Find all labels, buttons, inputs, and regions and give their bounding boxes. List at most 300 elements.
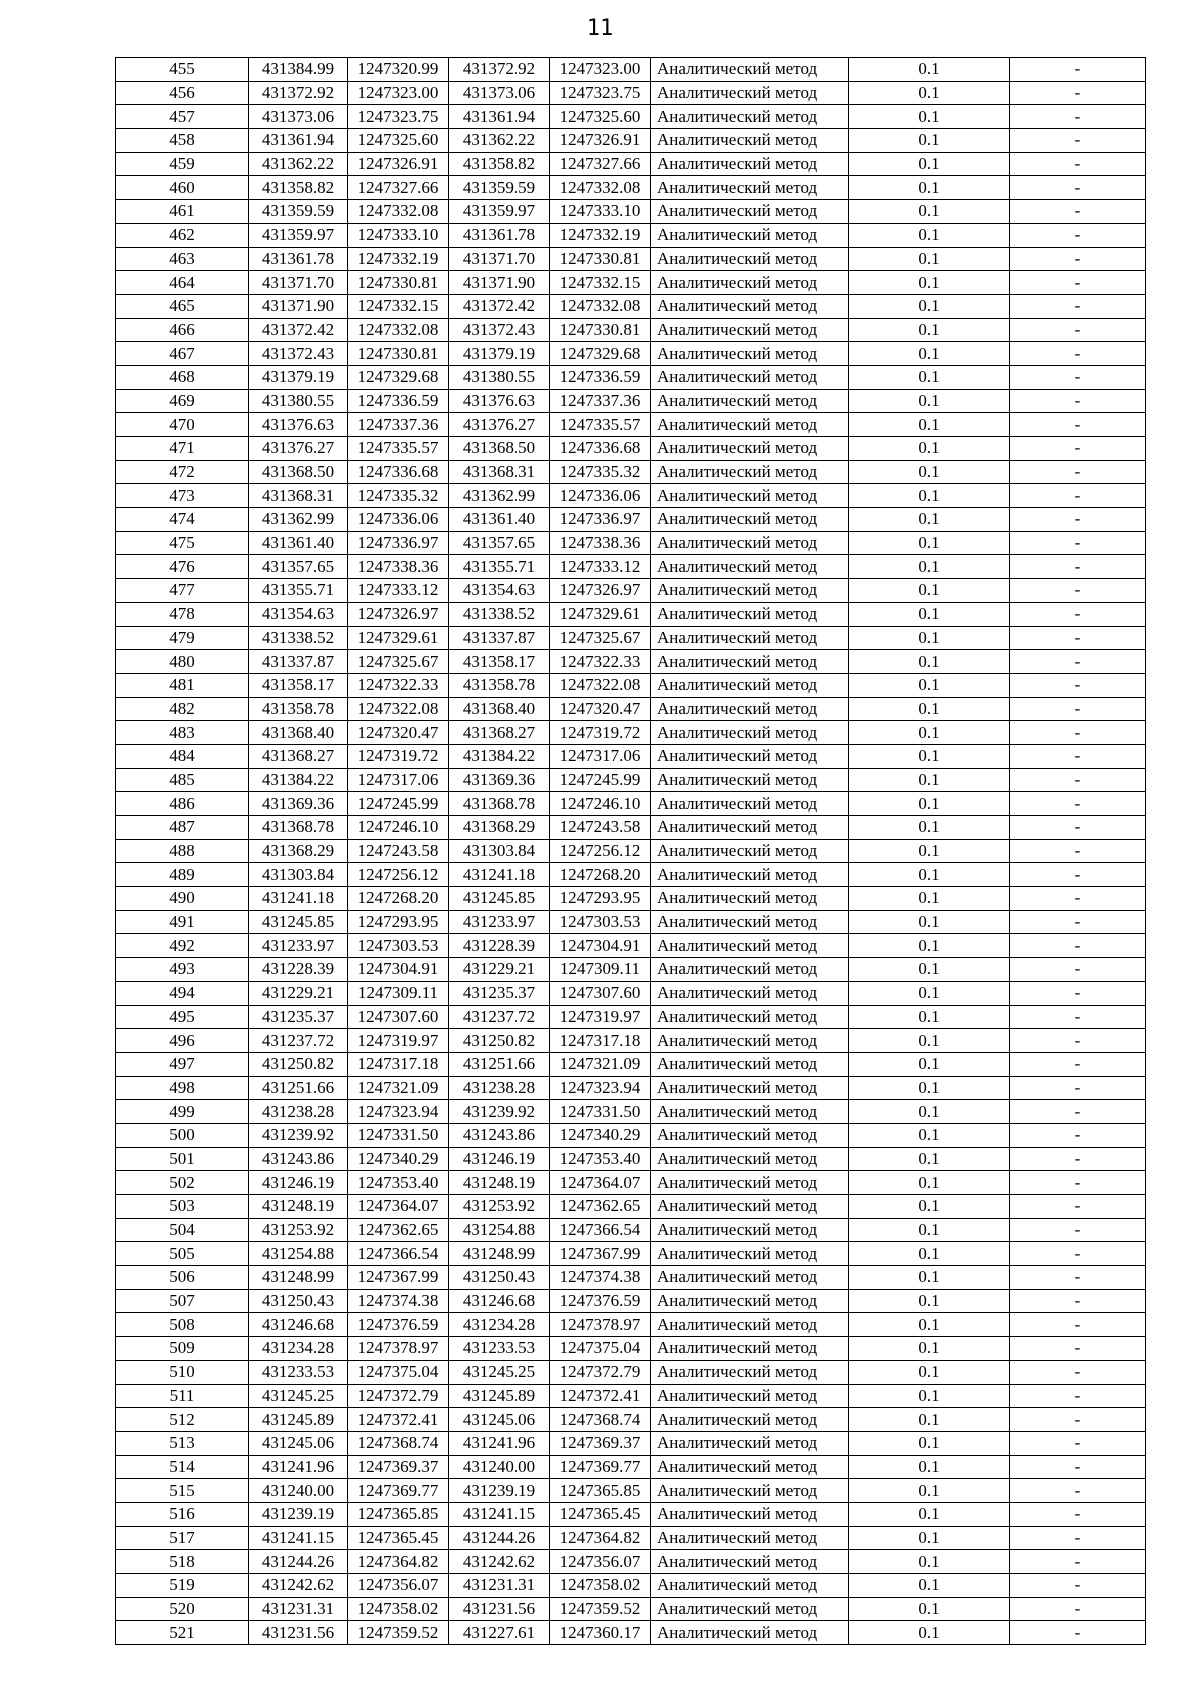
- point-number-cell: 465: [116, 294, 249, 318]
- table-row: [116, 342, 1146, 366]
- method-cell: Аналитический метод: [651, 1526, 849, 1550]
- y-start-cell: 1247332.08: [348, 318, 449, 342]
- accuracy-cell: 0.1: [849, 1621, 1010, 1645]
- note-cell: -: [1010, 365, 1146, 389]
- point-number-cell: 466: [116, 318, 249, 342]
- x-start-cell: 431359.59: [249, 200, 348, 224]
- point-number-cell: 462: [116, 223, 249, 247]
- note-cell: -: [1010, 1550, 1146, 1574]
- x-end-cell: 431359.59: [449, 176, 550, 200]
- point-number-cell: 506: [116, 1266, 249, 1290]
- method-cell: Аналитический метод: [651, 1408, 849, 1432]
- method-cell: Аналитический метод: [651, 1171, 849, 1195]
- y-start-cell: 1247243.58: [348, 839, 449, 863]
- accuracy-cell: 0.1: [849, 58, 1010, 82]
- y-start-cell: 1247323.75: [348, 105, 449, 129]
- point-number-cell: 511: [116, 1384, 249, 1408]
- y-end-cell: 1247322.08: [550, 673, 651, 697]
- table-row: [116, 318, 1146, 342]
- y-end-cell: 1247340.29: [550, 1123, 651, 1147]
- note-cell: -: [1010, 1597, 1146, 1621]
- note-cell: -: [1010, 342, 1146, 366]
- x-start-cell: 431241.18: [249, 887, 348, 911]
- y-end-cell: 1247329.68: [550, 342, 651, 366]
- point-number-cell: 467: [116, 342, 249, 366]
- accuracy-cell: 0.1: [849, 910, 1010, 934]
- x-start-cell: 431361.40: [249, 531, 348, 555]
- y-end-cell: 1247303.53: [550, 910, 651, 934]
- table-row: [116, 816, 1146, 840]
- x-end-cell: 431228.39: [449, 934, 550, 958]
- y-start-cell: 1247323.94: [348, 1100, 449, 1124]
- note-cell: -: [1010, 697, 1146, 721]
- x-start-cell: 431250.82: [249, 1052, 348, 1076]
- point-number-cell: 499: [116, 1100, 249, 1124]
- note-cell: -: [1010, 1384, 1146, 1408]
- table-row: [116, 1218, 1146, 1242]
- y-end-cell: 1247369.77: [550, 1455, 651, 1479]
- x-end-cell: 431231.31: [449, 1574, 550, 1598]
- point-number-cell: 520: [116, 1597, 249, 1621]
- table-row: [116, 555, 1146, 579]
- y-start-cell: 1247332.08: [348, 200, 449, 224]
- y-end-cell: 1247319.72: [550, 721, 651, 745]
- method-cell: Аналитический метод: [651, 460, 849, 484]
- accuracy-cell: 0.1: [849, 934, 1010, 958]
- note-cell: -: [1010, 981, 1146, 1005]
- method-cell: Аналитический метод: [651, 1621, 849, 1645]
- method-cell: Аналитический метод: [651, 413, 849, 437]
- y-end-cell: 1247372.41: [550, 1384, 651, 1408]
- table-row: [116, 365, 1146, 389]
- x-start-cell: 431246.19: [249, 1171, 348, 1195]
- accuracy-cell: 0.1: [849, 697, 1010, 721]
- table-row: [116, 1100, 1146, 1124]
- table-row: [116, 176, 1146, 200]
- point-number-cell: 512: [116, 1408, 249, 1432]
- accuracy-cell: 0.1: [849, 223, 1010, 247]
- x-start-cell: 431361.78: [249, 247, 348, 271]
- accuracy-cell: 0.1: [849, 1550, 1010, 1574]
- table-row: [116, 152, 1146, 176]
- y-start-cell: 1247333.10: [348, 223, 449, 247]
- point-number-cell: 518: [116, 1550, 249, 1574]
- accuracy-cell: 0.1: [849, 1123, 1010, 1147]
- note-cell: -: [1010, 1171, 1146, 1195]
- table-row: [116, 81, 1146, 105]
- accuracy-cell: 0.1: [849, 129, 1010, 153]
- method-cell: Аналитический метод: [651, 1100, 849, 1124]
- y-end-cell: 1247331.50: [550, 1100, 651, 1124]
- y-start-cell: 1247367.99: [348, 1266, 449, 1290]
- table-row: [116, 1195, 1146, 1219]
- point-number-cell: 487: [116, 816, 249, 840]
- method-cell: Аналитический метод: [651, 437, 849, 461]
- x-end-cell: 431248.99: [449, 1242, 550, 1266]
- x-start-cell: 431368.50: [249, 460, 348, 484]
- y-start-cell: 1247322.33: [348, 673, 449, 697]
- point-number-cell: 456: [116, 81, 249, 105]
- y-start-cell: 1247256.12: [348, 863, 449, 887]
- x-start-cell: 431233.97: [249, 934, 348, 958]
- x-start-cell: 431368.31: [249, 484, 348, 508]
- method-cell: Аналитический метод: [651, 816, 849, 840]
- note-cell: -: [1010, 1621, 1146, 1645]
- note-cell: -: [1010, 1408, 1146, 1432]
- table-row: [116, 1313, 1146, 1337]
- x-end-cell: 431361.40: [449, 508, 550, 532]
- x-start-cell: 431234.28: [249, 1337, 348, 1361]
- method-cell: Аналитический метод: [651, 1195, 849, 1219]
- y-end-cell: 1247367.99: [550, 1242, 651, 1266]
- accuracy-cell: 0.1: [849, 105, 1010, 129]
- accuracy-cell: 0.1: [849, 413, 1010, 437]
- note-cell: -: [1010, 1123, 1146, 1147]
- method-cell: Аналитический метод: [651, 1123, 849, 1147]
- point-number-cell: 473: [116, 484, 249, 508]
- accuracy-cell: 0.1: [849, 247, 1010, 271]
- method-cell: Аналитический метод: [651, 697, 849, 721]
- x-end-cell: 431244.26: [449, 1526, 550, 1550]
- y-end-cell: 1247332.19: [550, 223, 651, 247]
- accuracy-cell: 0.1: [849, 816, 1010, 840]
- table-row: [116, 1052, 1146, 1076]
- table-row: [116, 460, 1146, 484]
- x-start-cell: 431369.36: [249, 792, 348, 816]
- x-end-cell: 431358.82: [449, 152, 550, 176]
- note-cell: -: [1010, 389, 1146, 413]
- accuracy-cell: 0.1: [849, 1242, 1010, 1266]
- method-cell: Аналитический метод: [651, 176, 849, 200]
- x-end-cell: 431243.86: [449, 1123, 550, 1147]
- x-start-cell: 431362.99: [249, 508, 348, 532]
- point-number-cell: 457: [116, 105, 249, 129]
- method-cell: Аналитический метод: [651, 1337, 849, 1361]
- method-cell: Аналитический метод: [651, 1479, 849, 1503]
- point-number-cell: 461: [116, 200, 249, 224]
- point-number-cell: 503: [116, 1195, 249, 1219]
- table-row: [116, 1147, 1146, 1171]
- y-end-cell: 1247332.15: [550, 271, 651, 295]
- method-cell: Аналитический метод: [651, 579, 849, 603]
- point-number-cell: 521: [116, 1621, 249, 1645]
- note-cell: -: [1010, 508, 1146, 532]
- y-start-cell: 1247321.09: [348, 1076, 449, 1100]
- note-cell: -: [1010, 1100, 1146, 1124]
- x-end-cell: 431368.31: [449, 460, 550, 484]
- y-start-cell: 1247322.08: [348, 697, 449, 721]
- accuracy-cell: 0.1: [849, 1313, 1010, 1337]
- x-start-cell: 431358.82: [249, 176, 348, 200]
- point-number-cell: 504: [116, 1218, 249, 1242]
- table-row: [116, 1502, 1146, 1526]
- method-cell: Аналитический метод: [651, 1574, 849, 1598]
- y-end-cell: 1247309.11: [550, 958, 651, 982]
- y-start-cell: 1247364.82: [348, 1550, 449, 1574]
- note-cell: -: [1010, 105, 1146, 129]
- method-cell: Аналитический метод: [651, 650, 849, 674]
- table-row: [116, 129, 1146, 153]
- x-start-cell: 431235.37: [249, 1005, 348, 1029]
- y-end-cell: 1247338.36: [550, 531, 651, 555]
- y-start-cell: 1247319.97: [348, 1029, 449, 1053]
- x-start-cell: 431250.43: [249, 1289, 348, 1313]
- y-start-cell: 1247335.32: [348, 484, 449, 508]
- method-cell: Аналитический метод: [651, 1005, 849, 1029]
- point-number-cell: 486: [116, 792, 249, 816]
- table-row: [116, 1455, 1146, 1479]
- x-end-cell: 431337.87: [449, 626, 550, 650]
- point-number-cell: 464: [116, 271, 249, 295]
- point-number-cell: 459: [116, 152, 249, 176]
- note-cell: -: [1010, 887, 1146, 911]
- x-start-cell: 431372.42: [249, 318, 348, 342]
- method-cell: Аналитический метод: [651, 673, 849, 697]
- y-end-cell: 1247329.61: [550, 602, 651, 626]
- note-cell: -: [1010, 460, 1146, 484]
- y-end-cell: 1247321.09: [550, 1052, 651, 1076]
- accuracy-cell: 0.1: [849, 437, 1010, 461]
- accuracy-cell: 0.1: [849, 152, 1010, 176]
- method-cell: Аналитический метод: [651, 1147, 849, 1171]
- point-number-cell: 481: [116, 673, 249, 697]
- y-end-cell: 1247243.58: [550, 816, 651, 840]
- method-cell: Аналитический метод: [651, 744, 849, 768]
- accuracy-cell: 0.1: [849, 81, 1010, 105]
- table-row: [116, 1123, 1146, 1147]
- note-cell: -: [1010, 1289, 1146, 1313]
- note-cell: -: [1010, 910, 1146, 934]
- table-row: [116, 1526, 1146, 1550]
- note-cell: -: [1010, 1242, 1146, 1266]
- y-end-cell: 1247323.94: [550, 1076, 651, 1100]
- accuracy-cell: 0.1: [849, 768, 1010, 792]
- note-cell: -: [1010, 555, 1146, 579]
- note-cell: -: [1010, 1574, 1146, 1598]
- method-cell: Аналитический метод: [651, 1550, 849, 1574]
- y-end-cell: 1247358.02: [550, 1574, 651, 1598]
- y-start-cell: 1247372.79: [348, 1384, 449, 1408]
- point-number-cell: 491: [116, 910, 249, 934]
- x-end-cell: 431361.94: [449, 105, 550, 129]
- x-end-cell: 431254.88: [449, 1218, 550, 1242]
- x-end-cell: 431358.78: [449, 673, 550, 697]
- accuracy-cell: 0.1: [849, 342, 1010, 366]
- method-cell: Аналитический метод: [651, 1289, 849, 1313]
- table-row: [116, 839, 1146, 863]
- method-cell: Аналитический метод: [651, 223, 849, 247]
- y-start-cell: 1247325.67: [348, 650, 449, 674]
- x-end-cell: 431371.70: [449, 247, 550, 271]
- x-start-cell: 431376.27: [249, 437, 348, 461]
- point-number-cell: 514: [116, 1455, 249, 1479]
- y-start-cell: 1247304.91: [348, 958, 449, 982]
- table-row: [116, 1574, 1146, 1598]
- accuracy-cell: 0.1: [849, 981, 1010, 1005]
- note-cell: -: [1010, 1052, 1146, 1076]
- table-row: [116, 626, 1146, 650]
- y-start-cell: 1247365.85: [348, 1502, 449, 1526]
- y-end-cell: 1247365.45: [550, 1502, 651, 1526]
- x-end-cell: 431241.96: [449, 1431, 550, 1455]
- x-end-cell: 431368.27: [449, 721, 550, 745]
- x-end-cell: 431245.25: [449, 1360, 550, 1384]
- note-cell: -: [1010, 839, 1146, 863]
- y-end-cell: 1247362.65: [550, 1195, 651, 1219]
- accuracy-cell: 0.1: [849, 484, 1010, 508]
- y-end-cell: 1247374.38: [550, 1266, 651, 1290]
- x-end-cell: 431233.97: [449, 910, 550, 934]
- table-row: [116, 887, 1146, 911]
- x-start-cell: 431359.97: [249, 223, 348, 247]
- accuracy-cell: 0.1: [849, 1076, 1010, 1100]
- table-row: [116, 981, 1146, 1005]
- x-start-cell: 431253.92: [249, 1218, 348, 1242]
- x-start-cell: 431229.21: [249, 981, 348, 1005]
- x-start-cell: 431254.88: [249, 1242, 348, 1266]
- y-start-cell: 1247369.37: [348, 1455, 449, 1479]
- method-cell: Аналитический метод: [651, 200, 849, 224]
- y-end-cell: 1247333.12: [550, 555, 651, 579]
- method-cell: Аналитический метод: [651, 81, 849, 105]
- table-row: [116, 579, 1146, 603]
- accuracy-cell: 0.1: [849, 863, 1010, 887]
- note-cell: -: [1010, 1005, 1146, 1029]
- y-start-cell: 1247375.04: [348, 1360, 449, 1384]
- point-number-cell: 460: [116, 176, 249, 200]
- table-row: [116, 768, 1146, 792]
- note-cell: -: [1010, 1266, 1146, 1290]
- y-end-cell: 1247336.06: [550, 484, 651, 508]
- y-end-cell: 1247356.07: [550, 1550, 651, 1574]
- note-cell: -: [1010, 176, 1146, 200]
- accuracy-cell: 0.1: [849, 1052, 1010, 1076]
- x-end-cell: 431250.82: [449, 1029, 550, 1053]
- note-cell: -: [1010, 1195, 1146, 1219]
- y-end-cell: 1247365.85: [550, 1479, 651, 1503]
- method-cell: Аналитический метод: [651, 247, 849, 271]
- point-number-cell: 458: [116, 129, 249, 153]
- point-number-cell: 496: [116, 1029, 249, 1053]
- note-cell: -: [1010, 1076, 1146, 1100]
- x-start-cell: 431231.31: [249, 1597, 348, 1621]
- x-end-cell: 431372.92: [449, 58, 550, 82]
- x-end-cell: 431368.29: [449, 816, 550, 840]
- method-cell: Аналитический метод: [651, 389, 849, 413]
- y-start-cell: 1247307.60: [348, 1005, 449, 1029]
- y-end-cell: 1247326.97: [550, 579, 651, 603]
- y-end-cell: 1247378.97: [550, 1313, 651, 1337]
- note-cell: -: [1010, 318, 1146, 342]
- method-cell: Аналитический метод: [651, 1313, 849, 1337]
- accuracy-cell: 0.1: [849, 531, 1010, 555]
- accuracy-cell: 0.1: [849, 887, 1010, 911]
- x-end-cell: 431303.84: [449, 839, 550, 863]
- note-cell: -: [1010, 531, 1146, 555]
- point-number-cell: 507: [116, 1289, 249, 1313]
- table-row: [116, 437, 1146, 461]
- y-start-cell: 1247325.60: [348, 129, 449, 153]
- table-row: [116, 958, 1146, 982]
- x-start-cell: 431241.96: [249, 1455, 348, 1479]
- note-cell: -: [1010, 271, 1146, 295]
- accuracy-cell: 0.1: [849, 389, 1010, 413]
- y-end-cell: 1247320.47: [550, 697, 651, 721]
- note-cell: -: [1010, 579, 1146, 603]
- y-start-cell: 1247358.02: [348, 1597, 449, 1621]
- table-row: [116, 1029, 1146, 1053]
- y-end-cell: 1247372.79: [550, 1360, 651, 1384]
- x-end-cell: 431376.27: [449, 413, 550, 437]
- accuracy-cell: 0.1: [849, 626, 1010, 650]
- note-cell: -: [1010, 129, 1146, 153]
- x-start-cell: 431241.15: [249, 1526, 348, 1550]
- y-end-cell: 1247333.10: [550, 200, 651, 224]
- table-row: [116, 1005, 1146, 1029]
- note-cell: -: [1010, 863, 1146, 887]
- method-cell: Аналитический метод: [651, 484, 849, 508]
- y-end-cell: 1247307.60: [550, 981, 651, 1005]
- x-end-cell: 431248.19: [449, 1171, 550, 1195]
- y-start-cell: 1247245.99: [348, 792, 449, 816]
- y-end-cell: 1247304.91: [550, 934, 651, 958]
- accuracy-cell: 0.1: [849, 1597, 1010, 1621]
- note-cell: -: [1010, 1337, 1146, 1361]
- table-row: [116, 1171, 1146, 1195]
- method-cell: Аналитический метод: [651, 721, 849, 745]
- point-number-cell: 517: [116, 1526, 249, 1550]
- note-cell: -: [1010, 1502, 1146, 1526]
- x-start-cell: 431376.63: [249, 413, 348, 437]
- x-start-cell: 431242.62: [249, 1574, 348, 1598]
- accuracy-cell: 0.1: [849, 1289, 1010, 1313]
- note-cell: -: [1010, 1526, 1146, 1550]
- x-end-cell: 431372.42: [449, 294, 550, 318]
- x-end-cell: 431359.97: [449, 200, 550, 224]
- method-cell: Аналитический метод: [651, 1218, 849, 1242]
- y-start-cell: 1247338.36: [348, 555, 449, 579]
- x-end-cell: 431231.56: [449, 1597, 550, 1621]
- page-number: 11: [586, 16, 614, 41]
- x-start-cell: 431244.26: [249, 1550, 348, 1574]
- y-end-cell: 1247325.60: [550, 105, 651, 129]
- note-cell: -: [1010, 294, 1146, 318]
- x-end-cell: 431380.55: [449, 365, 550, 389]
- x-end-cell: 431362.99: [449, 484, 550, 508]
- y-start-cell: 1247309.11: [348, 981, 449, 1005]
- x-end-cell: 431237.72: [449, 1005, 550, 1029]
- table-row: [116, 910, 1146, 934]
- x-end-cell: 431241.15: [449, 1502, 550, 1526]
- x-start-cell: 431251.66: [249, 1076, 348, 1100]
- x-end-cell: 431234.28: [449, 1313, 550, 1337]
- x-start-cell: 431240.00: [249, 1479, 348, 1503]
- table-row: [116, 1360, 1146, 1384]
- y-end-cell: 1247322.33: [550, 650, 651, 674]
- point-number-cell: 472: [116, 460, 249, 484]
- accuracy-cell: 0.1: [849, 365, 1010, 389]
- note-cell: -: [1010, 1431, 1146, 1455]
- x-end-cell: 431233.53: [449, 1337, 550, 1361]
- x-start-cell: 431303.84: [249, 863, 348, 887]
- y-end-cell: 1247330.81: [550, 318, 651, 342]
- y-end-cell: 1247245.99: [550, 768, 651, 792]
- y-start-cell: 1247340.29: [348, 1147, 449, 1171]
- method-cell: Аналитический метод: [651, 863, 849, 887]
- note-cell: -: [1010, 152, 1146, 176]
- table-row: [116, 1479, 1146, 1503]
- x-end-cell: 431251.66: [449, 1052, 550, 1076]
